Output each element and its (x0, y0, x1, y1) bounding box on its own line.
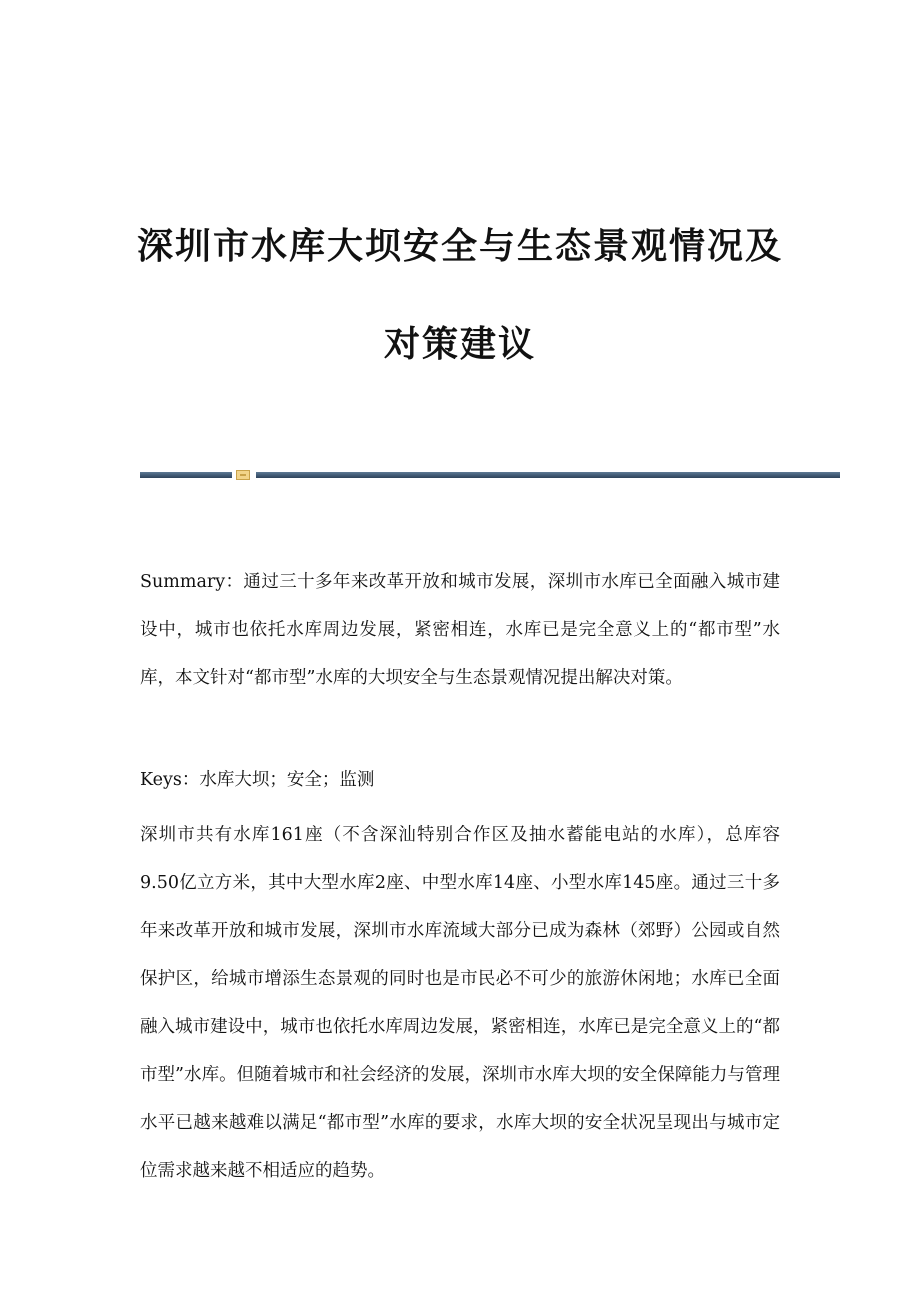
divider-bar-right (256, 472, 840, 478)
document-title-line2: 对策建议 (383, 324, 536, 365)
document-title-line1: 深圳市水库大坝安全与生态景观情况及 (136, 226, 783, 267)
divider-bar-left (140, 472, 232, 478)
keywords-line: Keys：水库大坝；安全；监测 (140, 770, 375, 790)
divider-ornament-icon (236, 470, 250, 480)
title-divider (140, 470, 840, 480)
body-paragraph-1: 深圳市共有水库161座（不含深汕特别合作区及抽水蓄能电站的水库），总库容9.50亿立方米，其中大型水库2座、中型水库14座、小型水库145座。通过三十多年来改革开放和城市发展，深圳市水库流域大部分已成为森林（郊野）公园或自然保护区，给城市增添生态景观的同时也是市民必不可少的旅游休闲地；水库已全面融入城市建设中，城市也依托水库周边发展，紧密相连，水库已是完全意义上的“都市型”水库。但随着城市和社会经济的发展，深圳市水库大坝的安全保障能力与管理水平已越来越难以满足“都市型”水库的要求，水库大坝的安全状况呈现出与城市定位需求越来越不相适应的趋势。 (140, 825, 780, 1181)
summary-paragraph: Summary：通过三十多年来改革开放和城市发展，深圳市水库已全面融入城市建设中，城市也依托水库周边发展，紧密相连，水库已是完全意义上的“都市型”水库，本文针对“都市型”水库的大坝安全与生态景观情况提出解决对策。 (140, 572, 780, 688)
